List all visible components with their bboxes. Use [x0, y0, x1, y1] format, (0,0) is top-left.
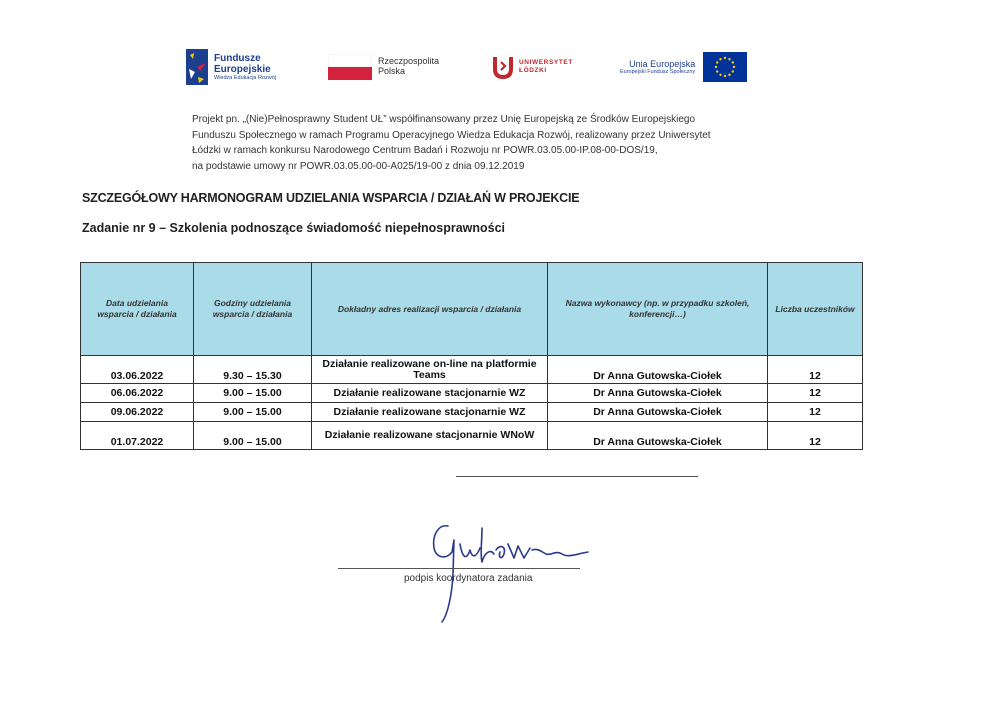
header-address: Dokładny adres realizacji wsparcia / działania	[312, 263, 548, 356]
logo-unia-europejska	[620, 46, 747, 88]
schedule-table	[80, 262, 863, 450]
cell-address: Działanie realizowane stacjonarnie WNoW	[312, 422, 548, 450]
logo-rp-line2: Polska	[378, 66, 406, 76]
logo-fundusze-line1: Fundusze	[214, 52, 261, 64]
cell-address: Działanie realizowane on-line na platformie Teams	[312, 356, 548, 384]
table-row	[81, 356, 863, 384]
logo-fundusze-line2: Europejskie	[214, 63, 271, 75]
header-hours: Godziny udzielania wsparcia / działania	[194, 263, 312, 356]
cell-contractor: Dr Anna Gutowska-Ciołek	[548, 384, 768, 403]
table-row	[81, 422, 863, 450]
cell-date: 01.07.2022	[81, 422, 194, 450]
document-title: SZCZEGÓŁOWY HARMONOGRAM UDZIELANIA WSPARCIA / DZIAŁAŃ W PROJEKCIE	[82, 191, 580, 205]
cell-hours: 9.30 – 15.30	[194, 356, 312, 384]
logo-ue-text	[620, 59, 695, 76]
intro-line-2: Funduszu Społecznego w ramach Programu Operacyjnego Wiedza Edukacja Rozwój, realizowany przez Uniwersytet	[192, 129, 711, 141]
header-logos	[180, 46, 780, 88]
polish-flag-icon	[328, 54, 372, 80]
intro-line-3: Łódzki w ramach konkursu Narodowego Centrum Badań i Rozwoju nr POWR.03.05.00-IP.08-00-DOS/19,	[192, 145, 658, 156]
signature-label: podpis koordynatora zadania	[404, 573, 533, 584]
header-contractor: Nazwa wykonawcy (np. w przypadku szkoleń, konferencji…)	[548, 263, 768, 356]
signature-line	[338, 568, 580, 569]
logo-rzeczpospolita-polska	[328, 46, 439, 88]
logo-ue-line1: Unia Europejska	[629, 58, 696, 69]
logo-ue-line2: Europejski Fundusz Społeczny	[620, 69, 696, 76]
project-intro	[192, 112, 792, 174]
cell-contractor: Dr Anna Gutowska-Ciołek	[548, 403, 768, 422]
cell-participants: 12	[768, 356, 863, 384]
eu-flag-icon	[703, 52, 747, 82]
intro-line-1: Projekt pn. „(Nie)Pełnosprawny Student UŁ” współfinansowany przez Unię Europejską ze Środków Europejskiego	[192, 114, 696, 125]
cell-address: Działanie realizowane stacjonarnie WZ	[312, 403, 548, 422]
table-header-row	[81, 263, 863, 356]
cell-date: 06.06.2022	[81, 384, 194, 403]
cell-participants: 12	[768, 422, 863, 450]
ul-u-icon	[492, 54, 514, 80]
cell-participants: 12	[768, 403, 863, 422]
header-participants: Liczba uczestników	[768, 263, 863, 356]
logo-ul-line1: UNIWERSYTET	[519, 59, 573, 67]
logo-ul-text	[519, 59, 573, 75]
logo-fundusze-europejskie	[186, 46, 276, 88]
cell-date: 03.06.2022	[81, 356, 194, 384]
logo-fundusze-line3: Wiedza Edukacja Rozwój	[214, 74, 277, 81]
cell-hours: 9.00 – 15.00	[194, 403, 312, 422]
cell-participants: 12	[768, 384, 863, 403]
separator-line	[456, 476, 698, 477]
cell-contractor: Dr Anna Gutowska-Ciołek	[548, 356, 768, 384]
table-row	[81, 403, 863, 422]
intro-line-4: na podstawie umowy nr POWR.03.05.00-00-A025/19-00 z dnia 09.12.2019	[192, 160, 525, 172]
table-row	[81, 384, 863, 403]
cell-hours: 9.00 – 15.00	[194, 422, 312, 450]
cell-address: Działanie realizowane stacjonarnie WZ	[312, 384, 548, 403]
logo-ul-line2: ŁÓDZKI	[519, 67, 547, 74]
logo-fundusze-text	[214, 53, 276, 81]
logo-uniwersytet-lodzki	[492, 46, 573, 88]
cell-date: 09.06.2022	[81, 403, 194, 422]
fundusze-europejskie-star-icon	[186, 49, 208, 85]
header-date: Data udzielania wsparcia / działania	[81, 263, 194, 356]
cell-hours: 9.00 – 15.00	[194, 384, 312, 403]
handwritten-signature-icon	[420, 514, 600, 624]
logo-rp-text	[378, 57, 439, 77]
cell-contractor: Dr Anna Gutowska-Ciołek	[548, 422, 768, 450]
task-title: Zadanie nr 9 – Szkolenia podnoszące świadomość niepełnosprawności	[82, 221, 506, 235]
logo-rp-line1: Rzeczpospolita	[378, 56, 440, 67]
